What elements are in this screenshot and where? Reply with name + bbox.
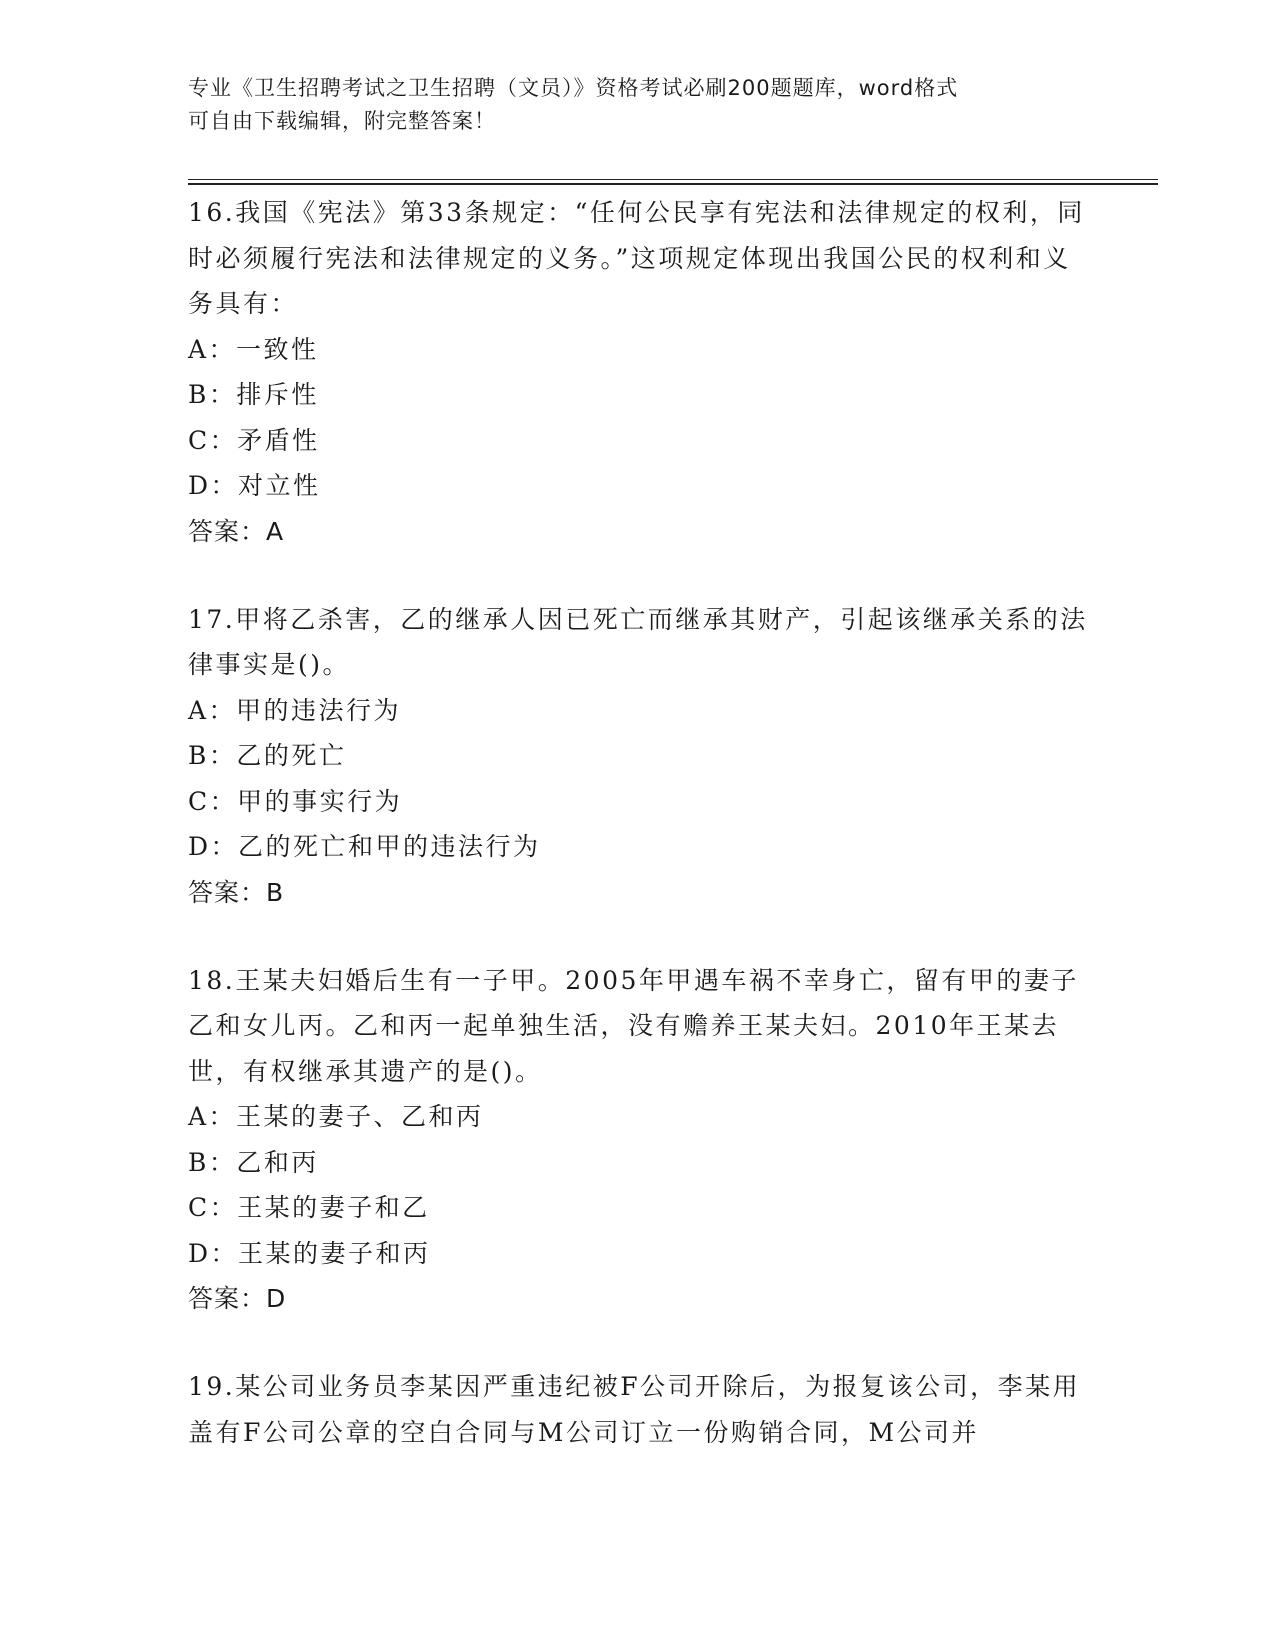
header-line-2: 可自由下载编辑，附完整答案！ bbox=[188, 109, 496, 133]
option-c: C：王某的妻子和乙 bbox=[188, 1193, 430, 1222]
header-line-1: 专业《卫生招聘考试之卫生招聘（文员）》资格考试必刷200题题库，word格式 bbox=[188, 76, 959, 100]
option-b: B：乙的死亡 bbox=[188, 741, 347, 770]
question-text: 17.甲将乙杀害，乙的继承人因已死亡而继承其财产，引起该继承关系的法律事实是()。 bbox=[188, 604, 1088, 679]
question-16 bbox=[188, 190, 1088, 555]
option-a: A：王某的妻子、乙和丙 bbox=[188, 1102, 484, 1131]
question-text: 19.某公司业务员李某因严重违纪被F公司开除后，为报复该公司，李某用盖有F公司公章的空白合同与M公司订立一份购销合同，M公司并 bbox=[188, 1372, 1081, 1447]
question-18 bbox=[188, 958, 1088, 1323]
question-list bbox=[188, 190, 1088, 1497]
document-header bbox=[188, 72, 1088, 138]
question-17 bbox=[188, 597, 1088, 916]
answer: 答案：D bbox=[188, 1284, 287, 1313]
option-d: D：乙的死亡和甲的违法行为 bbox=[188, 832, 541, 861]
question-19 bbox=[188, 1364, 1088, 1455]
option-a: A：一致性 bbox=[188, 334, 319, 364]
question-text: 16.我国《宪法》第33条规定：“任何公民享有宪法和法律规定的权利，同时必须履行宪法和法律规定的义务。”这项规定体现出我国公民的权利和义务具有： bbox=[188, 198, 1085, 318]
header-rule-thin bbox=[188, 179, 1158, 180]
option-c: C：甲的事实行为 bbox=[188, 786, 403, 816]
option-c: C：矛盾性 bbox=[188, 425, 320, 455]
answer: 答案：B bbox=[188, 877, 285, 907]
option-a: A：甲的违法行为 bbox=[188, 695, 402, 725]
header-rule-thick bbox=[188, 183, 1158, 185]
option-b: B：乙和丙 bbox=[188, 1147, 319, 1177]
answer: 答案：A bbox=[188, 516, 285, 546]
option-d: D：王某的妻子和丙 bbox=[188, 1238, 431, 1268]
option-d: D：对立性 bbox=[188, 471, 321, 500]
question-text: 18.王某夫妇婚后生有一子甲。2005年甲遇车祸不幸身亡，留有甲的妻子乙和女儿丙。乙和丙一起单独生活，没有赡养王某夫妇。2010年王某去世，有权继承其遗产的是()。 bbox=[188, 965, 1079, 1086]
option-b: B：排斥性 bbox=[188, 380, 319, 409]
